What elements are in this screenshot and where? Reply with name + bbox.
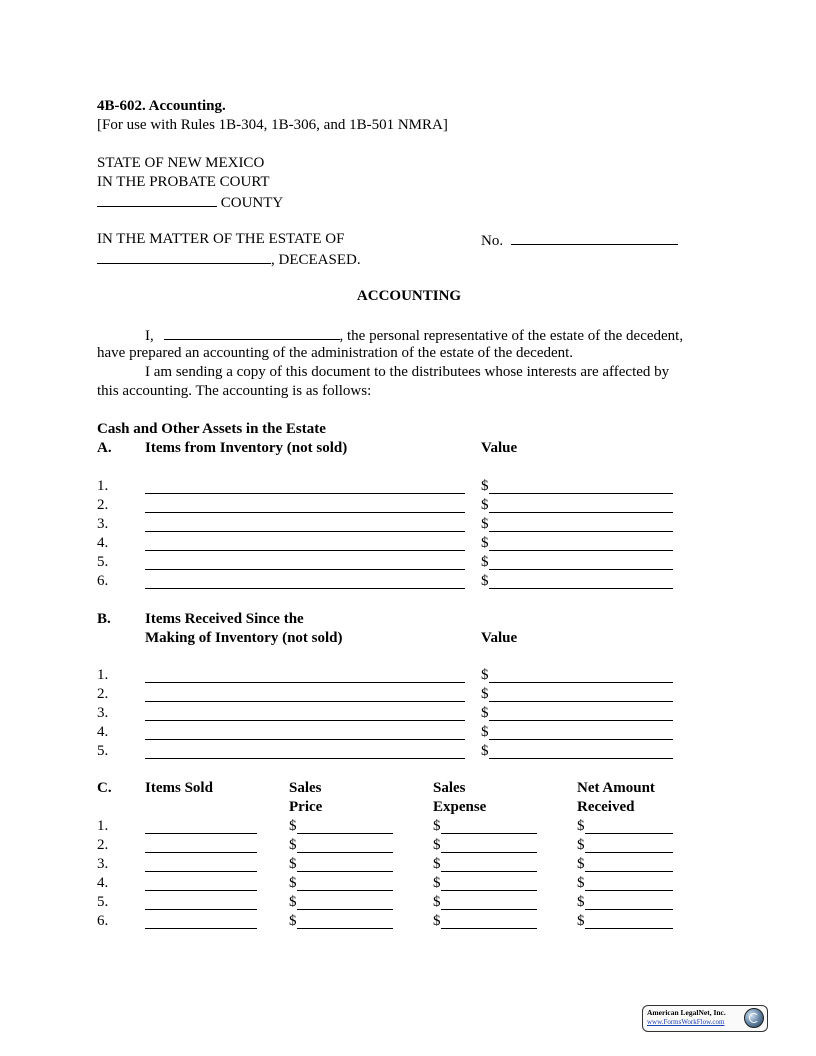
item-sold-blank[interactable] xyxy=(145,819,257,834)
col-net-amount-line1: Net Amount xyxy=(577,780,655,796)
currency-sign: $ xyxy=(433,913,441,929)
col-sales-price-line2: Price xyxy=(289,799,323,815)
item-description-blank[interactable] xyxy=(145,498,465,513)
item-value-blank[interactable] xyxy=(489,706,673,721)
currency-sign: $ xyxy=(481,497,489,513)
currency-sign: $ xyxy=(289,818,297,834)
currency-sign: $ xyxy=(481,705,489,721)
currency-sign: $ xyxy=(577,875,585,891)
row-number: 3. xyxy=(97,856,109,872)
sales-price-blank[interactable] xyxy=(297,857,393,872)
state-name: STATE OF NEW MEXICO xyxy=(97,155,265,171)
currency-sign: $ xyxy=(433,894,441,910)
logo-company-name: American LegalNet, Inc. xyxy=(647,1008,726,1017)
item-value-blank[interactable] xyxy=(489,555,673,570)
item-value-blank[interactable] xyxy=(489,725,673,740)
currency-sign: $ xyxy=(289,894,297,910)
currency-sign: $ xyxy=(481,516,489,532)
col-sales-price-line1: Sales xyxy=(289,780,322,796)
row-number: 5. xyxy=(97,554,109,570)
sales-price-blank[interactable] xyxy=(297,895,393,910)
currency-sign: $ xyxy=(289,875,297,891)
decedent-name-blank[interactable] xyxy=(97,249,271,264)
row-number: 4. xyxy=(97,875,109,891)
item-value-blank[interactable] xyxy=(489,687,673,702)
item-description-blank[interactable] xyxy=(145,536,465,551)
section-a-row xyxy=(97,553,697,572)
currency-sign: $ xyxy=(289,913,297,929)
currency-sign: $ xyxy=(481,667,489,683)
currency-sign: $ xyxy=(577,856,585,872)
logo-url-link[interactable]: www.FormsWorkFlow.com xyxy=(647,1018,725,1026)
cash-assets-heading: Cash and Other Assets in the Estate xyxy=(97,421,326,437)
row-number: 4. xyxy=(97,724,109,740)
currency-sign: $ xyxy=(577,913,585,929)
item-description-blank[interactable] xyxy=(145,706,465,721)
section-a-row xyxy=(97,572,697,591)
item-description-blank[interactable] xyxy=(145,479,465,494)
p1-start: I, xyxy=(145,328,154,344)
item-sold-blank[interactable] xyxy=(145,914,257,929)
row-number: 1. xyxy=(97,818,109,834)
sales-expense-blank[interactable] xyxy=(441,819,537,834)
currency-sign: $ xyxy=(481,478,489,494)
body-paragraph-1 xyxy=(145,325,683,344)
row-number: 2. xyxy=(97,686,109,702)
body-paragraph-2-cont: this accounting. The accounting is as follows: xyxy=(97,383,372,399)
item-value-blank[interactable] xyxy=(489,536,673,551)
sales-price-blank[interactable] xyxy=(297,876,393,891)
section-c-row xyxy=(97,912,697,931)
currency-sign: $ xyxy=(433,856,441,872)
row-number: 5. xyxy=(97,743,109,759)
section-b-heading-line2: Making of Inventory (not sold) xyxy=(145,630,343,646)
row-number: 3. xyxy=(97,516,109,532)
item-sold-blank[interactable] xyxy=(145,876,257,891)
item-description-blank[interactable] xyxy=(145,725,465,740)
matter-caption: IN THE MATTER OF THE ESTATE OF xyxy=(97,231,345,247)
section-c-row xyxy=(97,817,697,836)
item-sold-blank[interactable] xyxy=(145,857,257,872)
row-number: 6. xyxy=(97,573,109,589)
section-a-row xyxy=(97,534,697,553)
rules-note: [For use with Rules 1B-304, 1B-306, and 1B-501 NMRA] xyxy=(97,117,448,133)
section-b-letter: B. xyxy=(97,611,111,627)
row-number: 1. xyxy=(97,667,109,683)
currency-sign: $ xyxy=(481,743,489,759)
section-b-row xyxy=(97,666,697,685)
row-number: 2. xyxy=(97,837,109,853)
col-items-sold: Items Sold xyxy=(145,780,213,796)
item-value-blank[interactable] xyxy=(489,498,673,513)
currency-sign: $ xyxy=(481,573,489,589)
section-b-row xyxy=(97,685,697,704)
row-number: 1. xyxy=(97,478,109,494)
section-c-row xyxy=(97,836,697,855)
currency-sign: $ xyxy=(577,837,585,853)
item-description-blank[interactable] xyxy=(145,517,465,532)
american-legalnet-logo[interactable] xyxy=(642,1005,768,1032)
county-line xyxy=(97,192,283,211)
section-a-row xyxy=(97,515,697,534)
net-amount-blank[interactable] xyxy=(585,876,673,891)
currency-sign: $ xyxy=(577,894,585,910)
sales-expense-blank[interactable] xyxy=(441,914,537,929)
item-description-blank[interactable] xyxy=(145,668,465,683)
form-number: 4B-602. Accounting. xyxy=(97,98,226,114)
section-b-heading-line1: Items Received Since the xyxy=(145,611,304,627)
currency-sign: $ xyxy=(577,818,585,834)
section-c-row xyxy=(97,874,697,893)
sales-expense-blank[interactable] xyxy=(441,838,537,853)
row-number: 6. xyxy=(97,913,109,929)
item-sold-blank[interactable] xyxy=(145,838,257,853)
case-number-label: No. xyxy=(481,233,504,249)
currency-sign: $ xyxy=(433,837,441,853)
representative-name-blank[interactable] xyxy=(164,325,340,340)
court-name: IN THE PROBATE COURT xyxy=(97,174,270,190)
sales-price-blank[interactable] xyxy=(297,838,393,853)
row-number: 5. xyxy=(97,894,109,910)
body-paragraph-1-cont: have prepared an accounting of the administration of the estate of the decedent. xyxy=(97,345,574,361)
currency-sign: $ xyxy=(289,856,297,872)
sales-price-blank[interactable] xyxy=(297,914,393,929)
section-c-row xyxy=(97,893,697,912)
item-description-blank[interactable] xyxy=(145,744,465,759)
body-paragraph-2: I am sending a copy of this document to the distributees whose interests are affected by xyxy=(145,364,670,380)
item-value-blank[interactable] xyxy=(489,744,673,759)
case-number-blank[interactable] xyxy=(511,230,678,245)
col-sales-expense-line1: Sales xyxy=(433,780,466,796)
section-a-row xyxy=(97,496,697,515)
item-value-blank[interactable] xyxy=(489,668,673,683)
currency-sign: $ xyxy=(481,724,489,740)
item-description-blank[interactable] xyxy=(145,687,465,702)
currency-sign: $ xyxy=(481,535,489,551)
item-value-blank[interactable] xyxy=(489,574,673,589)
row-number: 3. xyxy=(97,705,109,721)
section-b-value-label: Value xyxy=(481,630,518,646)
section-a-heading: Items from Inventory (not sold) xyxy=(145,440,348,456)
currency-sign: $ xyxy=(433,875,441,891)
section-a-value-label: Value xyxy=(481,440,518,456)
sales-expense-blank[interactable] xyxy=(441,876,537,891)
section-c-row xyxy=(97,855,697,874)
net-amount-blank[interactable] xyxy=(585,838,673,853)
row-number: 2. xyxy=(97,497,109,513)
sales-price-blank[interactable] xyxy=(297,819,393,834)
county-blank[interactable] xyxy=(97,192,217,207)
section-c-letter: C. xyxy=(97,780,112,796)
item-sold-blank[interactable] xyxy=(145,895,257,910)
row-number: 4. xyxy=(97,535,109,551)
decedent-line xyxy=(97,249,361,268)
net-amount-blank[interactable] xyxy=(585,819,673,834)
section-b-row xyxy=(97,723,697,742)
currency-sign: $ xyxy=(481,686,489,702)
deceased-label: , DECEASED. xyxy=(271,252,361,268)
document-title: ACCOUNTING xyxy=(356,288,462,304)
col-net-amount-line2: Received xyxy=(577,799,635,815)
sales-expense-blank[interactable] xyxy=(441,857,537,872)
net-amount-blank[interactable] xyxy=(585,857,673,872)
section-b-row xyxy=(97,704,697,723)
globe-icon xyxy=(744,1008,764,1028)
col-sales-expense-line2: Expense xyxy=(433,799,487,815)
net-amount-blank[interactable] xyxy=(585,914,673,929)
currency-sign: $ xyxy=(289,837,297,853)
section-b-row xyxy=(97,742,697,761)
currency-sign: $ xyxy=(433,818,441,834)
section-a-letter: A. xyxy=(97,440,112,456)
sales-expense-blank[interactable] xyxy=(441,895,537,910)
currency-sign: $ xyxy=(481,554,489,570)
item-description-blank[interactable] xyxy=(145,555,465,570)
net-amount-blank[interactable] xyxy=(585,895,673,910)
p1-end: , the personal representative of the estate of the decedent, xyxy=(339,328,684,344)
section-a-row xyxy=(97,477,697,496)
item-value-blank[interactable] xyxy=(489,517,673,532)
item-description-blank[interactable] xyxy=(145,574,465,589)
case-number-line xyxy=(481,230,678,249)
county-label: COUNTY xyxy=(220,195,284,211)
item-value-blank[interactable] xyxy=(489,479,673,494)
